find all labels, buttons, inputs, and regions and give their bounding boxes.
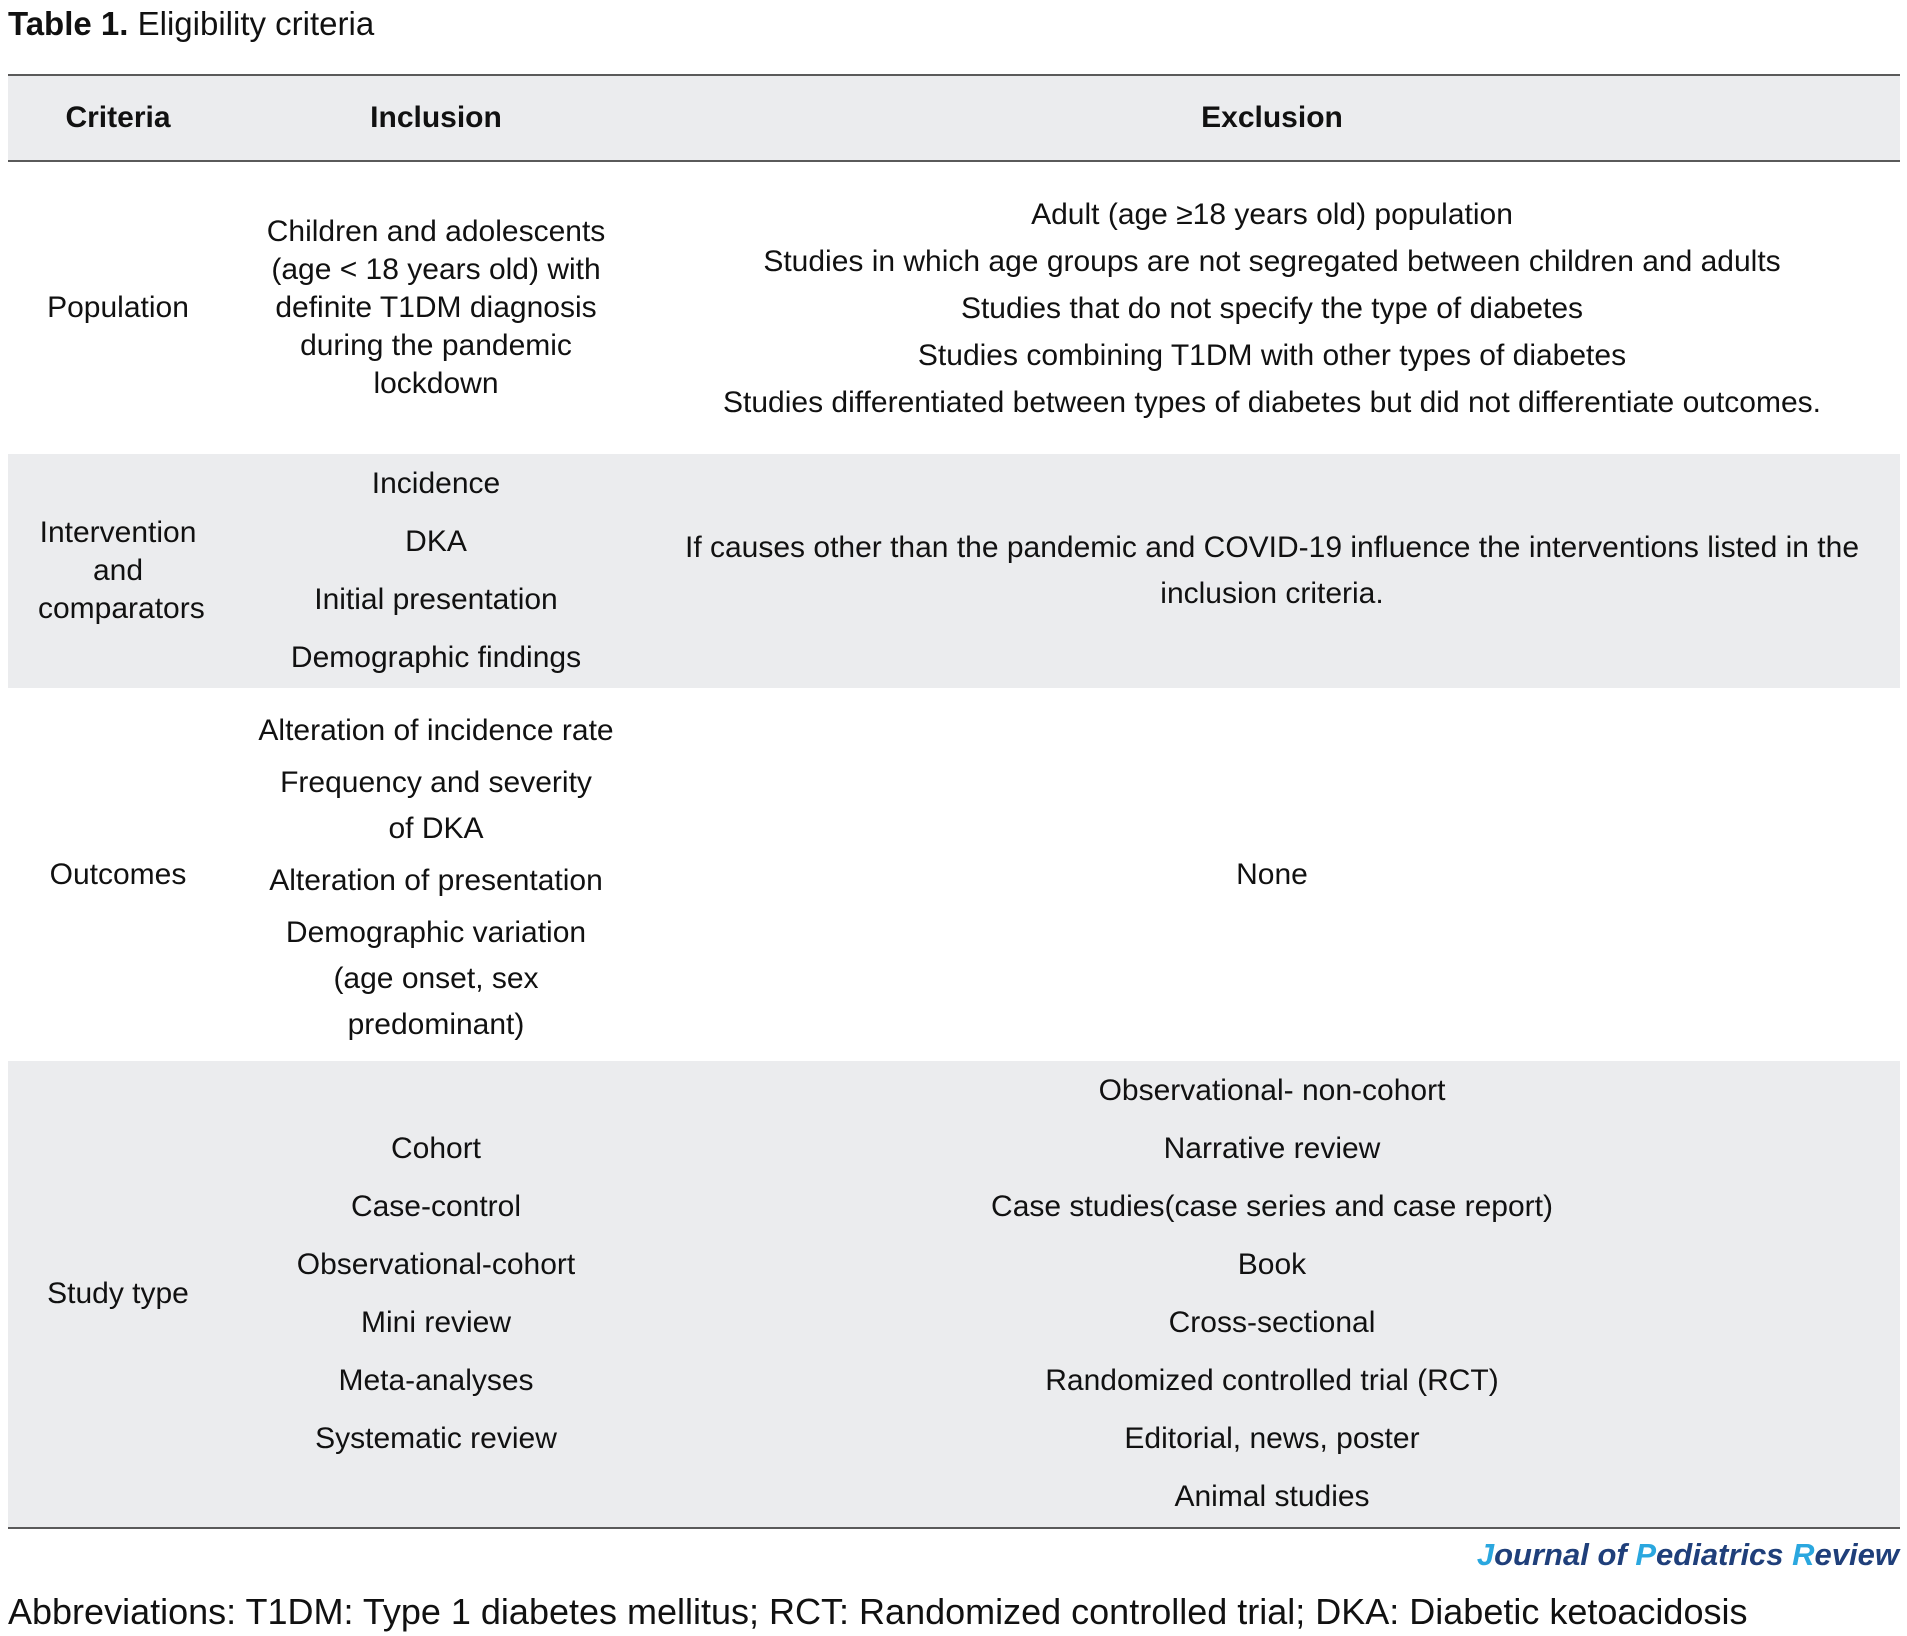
inclusion-cell bbox=[228, 213, 644, 403]
exclusion-item: Adult (age ≥18 years old) population bbox=[1031, 197, 1513, 231]
journal-logo-letter: J bbox=[1476, 1537, 1495, 1572]
inclusion-item: Alteration of presentation bbox=[269, 863, 603, 897]
exclusion-item: Narrative review bbox=[1163, 1132, 1381, 1165]
table-row-population bbox=[8, 162, 1900, 454]
exclusion-item: Observational- non-cohort bbox=[1098, 1074, 1446, 1107]
exclusion-cell bbox=[644, 525, 1900, 617]
exclusion-item: Studies differentiated between types of diabetes but did not differentiate outcomes. bbox=[723, 385, 1821, 419]
exclusion-item: Case studies(case series and case report) bbox=[991, 1190, 1553, 1223]
exclusion-item: Book bbox=[1237, 1248, 1307, 1281]
header-criteria: Criteria bbox=[65, 101, 171, 134]
inclusion-item: Frequency and severity of DKA bbox=[280, 765, 592, 845]
inclusion-item: Meta-analyses bbox=[338, 1364, 534, 1397]
table-row-study-type bbox=[8, 1061, 1900, 1527]
journal-logo bbox=[1477, 1537, 1899, 1573]
eligibility-table bbox=[8, 74, 1900, 1529]
exclusion-text: If causes other than the pandemic and COVID-19 influence the interventions listed in the inclusion criteria. bbox=[684, 531, 1860, 610]
inclusion-item: Alteration of incidence rate bbox=[258, 713, 614, 747]
exclusion-item: Studies that do not specify the type of diabetes bbox=[960, 291, 1584, 325]
inclusion-cell bbox=[228, 455, 644, 687]
inclusion-item: Cohort bbox=[390, 1132, 482, 1165]
inclusion-item: Case-control bbox=[350, 1190, 522, 1223]
exclusion-item: Studies in which age groups are not segregated between children and adults bbox=[763, 244, 1781, 278]
exclusion-item: Animal studies bbox=[1174, 1480, 1370, 1513]
journal-logo-text: ournal of bbox=[1494, 1537, 1636, 1572]
table-row-intervention bbox=[8, 454, 1900, 688]
inclusion-item: Incidence bbox=[371, 467, 501, 500]
journal-logo-text: eview bbox=[1814, 1537, 1899, 1572]
exclusion-cell bbox=[644, 191, 1900, 426]
inclusion-cell bbox=[228, 1120, 644, 1468]
inclusion-item: Observational-cohort bbox=[296, 1248, 576, 1281]
exclusion-item: Studies combining T1DM with other types of diabetes bbox=[917, 338, 1627, 372]
journal-logo-text: ediatrics bbox=[1656, 1537, 1793, 1572]
abbreviations-footnote: Abbreviations: T1DM: Type 1 diabetes mellitus; RCT: Randomized controlled trial; DKA: Diabetic ketoacidosis bbox=[8, 1591, 1748, 1632]
table-number: Table 1. bbox=[8, 5, 129, 42]
inclusion-item: Demographic findings bbox=[290, 641, 582, 674]
inclusion-item: Mini review bbox=[360, 1306, 512, 1339]
header-exclusion: Exclusion bbox=[1201, 101, 1343, 134]
inclusion-item: Initial presentation bbox=[314, 583, 558, 616]
exclusion-cell bbox=[644, 1062, 1900, 1526]
inclusion-item: Systematic review bbox=[315, 1422, 557, 1455]
exclusion-item: Randomized controlled trial (RCT) bbox=[1045, 1364, 1499, 1397]
criteria-text: Intervention and comparators bbox=[38, 516, 205, 625]
inclusion-cell bbox=[228, 702, 644, 1048]
header-inclusion: Inclusion bbox=[370, 101, 502, 134]
exclusion-item: Cross-sectional bbox=[1168, 1306, 1376, 1339]
inclusion-item: DKA bbox=[405, 525, 467, 558]
inclusion-text: Children and adolescents (age < 18 years old) with definite T1DM diagnosis during the pandemic lockdown bbox=[266, 215, 606, 400]
table-header-row bbox=[8, 76, 1900, 162]
table-title: Eligibility criteria bbox=[137, 5, 375, 42]
table-row-outcomes bbox=[8, 688, 1900, 1061]
journal-logo-letter: P bbox=[1635, 1537, 1657, 1572]
exclusion-item: Editorial, news, poster bbox=[1124, 1422, 1420, 1455]
criteria-cell: Study type bbox=[47, 1277, 189, 1310]
criteria-cell: Outcomes bbox=[49, 857, 187, 891]
criteria-cell bbox=[8, 514, 228, 628]
exclusion-cell: None bbox=[1236, 857, 1308, 891]
table-caption bbox=[8, 4, 374, 44]
journal-logo-letter: R bbox=[1792, 1537, 1815, 1572]
criteria-cell: Population bbox=[47, 291, 189, 324]
inclusion-item: Demographic variation (age onset, sex predominant) bbox=[285, 915, 587, 1041]
